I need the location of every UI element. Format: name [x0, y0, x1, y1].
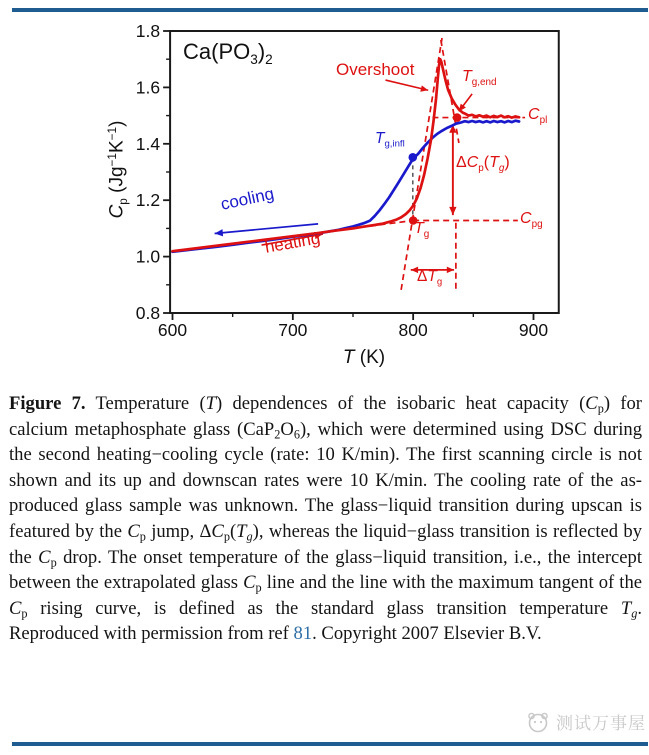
tg-label: $T_g$ — [414, 220, 430, 240]
y-tick-label: 1.6 — [135, 77, 161, 98]
x-tick-label: 600 — [157, 320, 188, 340]
y-axis-title: $C_p$ $(Jg^{-1}K^{-1})$ — [106, 120, 130, 219]
figure-caption: Figure 7. Temperature (T) dependences of the isobaric heat capacity $(C_p)$ for calcium metaphosphate glass $(CaP_2O_6)$, which were determined using DSC during the second heating−cooling cycle (rate: 10 K/min). The first scanning circle is not shown and its up and downscan rates were 10 K/min. The cooling rate of the as-produced glass sample was unknown. The glass−liquid transition during upscan is featured by the $C_p$ jump, $\Delta C_p(T_g)$, whereas the liquid−glass transition is reflected by the $C_p$ drop. The onset temperature of the glass−liquid transition, i.e., the intercept between the extrapolated glass $C_p$ line and the line with the maximum tangent of the $C_p$ rising curve, is defined as the standard glass transition temperature $T_g$. Reproduced with permission from ref 81. Copyright 2007 Elsevier B.V. — [9, 393, 642, 645]
cpl-label: $C_{pl}$ — [528, 106, 548, 126]
delta-cp-label: $\Delta C_p(T_g)$ — [456, 154, 510, 174]
tg-infl-point — [408, 153, 417, 162]
x-tick-label: 700 — [278, 320, 308, 340]
tg-point — [409, 216, 418, 225]
max-tangent-rising — [401, 38, 442, 290]
delta-tg-label: $\Delta T_g$ — [417, 268, 443, 288]
cpg-label: $C_{pg}$ — [520, 210, 543, 230]
y-tick-label: 0.8 — [135, 303, 161, 323]
y-tick-label: 1.2 — [135, 190, 161, 211]
tg-end-label: $T_{g,end}$ — [462, 68, 497, 88]
x-tick-label: 900 — [518, 320, 549, 340]
cooling-label: cooling — [219, 184, 276, 214]
y-tick-label: 1.8 — [135, 21, 161, 41]
heating-label: heating — [263, 228, 322, 257]
delta-cp-arrow-head — [449, 207, 456, 215]
delta-tg-arrow-head — [411, 267, 418, 274]
plot-frame — [170, 31, 559, 313]
watermark — [525, 709, 646, 734]
delta-tg-arrow-head — [447, 267, 454, 274]
cooling-arrow — [215, 224, 318, 234]
watermark-text: 测试万事屋 — [556, 714, 646, 733]
y-tick-label: 1.0 — [135, 246, 161, 267]
chart-title: $Ca(PO_3)_2$ — [183, 39, 273, 68]
tg-end-point — [453, 113, 462, 122]
tg-infl-label: $T_{g,infl}$ — [375, 130, 405, 150]
overshoot-label: Overshoot — [336, 60, 415, 79]
ref-81-link[interactable]: 81 — [293, 623, 313, 645]
x-axis-title: T (K) — [342, 347, 386, 368]
y-tick-label: 1.4 — [135, 133, 161, 154]
watermark-logo-icon — [525, 710, 551, 734]
x-tick-label: 800 — [398, 320, 428, 340]
heating-curve — [173, 59, 520, 251]
bottom-rule — [12, 742, 648, 746]
